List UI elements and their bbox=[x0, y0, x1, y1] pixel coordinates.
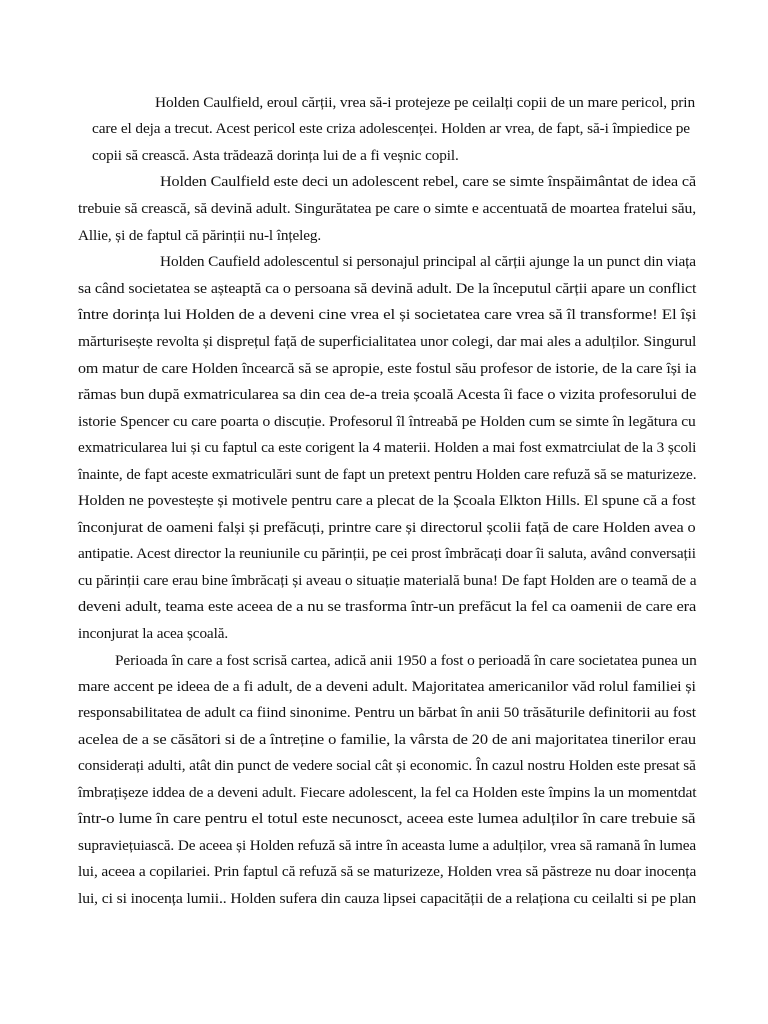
text-line: antipatie. Acest director la reuniunile cu părinții, pe cei prost îmbrăcați doar îi saluta, având conversații bbox=[78, 545, 696, 562]
text-line: Holden Caufield adolescentul si personajul principal al cărții ajunge la un punct din viața bbox=[160, 253, 696, 270]
text-line: înainte, de fapt aceste exmatriculări sunt de fapt un pretext pentru Holden care refuză să se maturizeze. bbox=[78, 466, 697, 483]
text-line: lui, aceea a copilariei. Prin faptul că refuză să se maturizeze, Holden vrea să păstreze nu doar inocența bbox=[78, 863, 697, 880]
text-line: într-o lume în care pentru el totul este necunosct, aceea este lumea adulților în care trebuie să bbox=[78, 810, 696, 827]
text-line: care el deja a trecut. Acest pericol este criza adolescenței. Holden ar vrea, de fapt, să-i împiedice pe bbox=[92, 120, 690, 137]
text-line: rămas bun după exmatricularea sa din cea de-a treia școală Acesta îi face o vizita profesorului de bbox=[78, 386, 697, 403]
text-line: îmbrațișeze iddea de a deveni adult. Fiecare adolescent, la fel ca Holden este împins la un momentdat bbox=[78, 784, 697, 801]
text-line: exmatricularea lui și cu faptul ca este corigent la 4 materii. Holden a mai fost exmatrciulat de la 3 școli bbox=[78, 439, 697, 456]
text-line: Allie, și de faptul că părinții nu-l înțeleg. bbox=[78, 227, 322, 244]
text-line: înconjurat de oameni falși și prefăcuți, printre care și directorul școlii față de care Holden avea o bbox=[78, 519, 696, 536]
text-line: Holden ne povestește și motivele pentru care a plecat de la Școala Elkton Hills. El spune că a fost bbox=[78, 492, 696, 509]
text-line: copii să crească. Asta trădează dorința lui de a fi veșnic copil. bbox=[92, 147, 459, 164]
text-line: supraviețuiască. De aceea și Holden refuză să intre în aceasta lume a adulților, vrea să ramană în lumea bbox=[78, 837, 697, 854]
text-line: lui, ci si inocența lumii.. Holden sufera din cauza lipsei capacității de a relaționa cu ceilalti si pe plan bbox=[78, 890, 697, 907]
text-line: cu părinții care erau bine îmbrăcați și aveau o situație materială buna! De fapt Holden are o teamă de a bbox=[78, 572, 697, 589]
text-line: acelea de a se căsători si de a întreține o familie, la vârsta de 20 de ani majoritatea tinerilor erau bbox=[78, 731, 697, 748]
text-line: sa când societatea se așteaptă ca o persoana să devină adult. De la începutul cărții apare un conflict bbox=[78, 280, 697, 297]
text-line: Holden Caulfield, eroul cărții, vrea să-i protejeze pe ceilalți copii de un mare pericol, prin bbox=[155, 94, 696, 111]
text-line: considerați adulti, atât din punct de vedere social cât și economic. În cazul nostru Holden este presat să bbox=[78, 757, 696, 774]
text-line: mărturisește revolta și disprețul față de superficialitatea unor colegi, dar mai ales a adulților. Singurul bbox=[78, 333, 697, 350]
text-line: mare accent pe ideea de a fi adult, de a deveni adult. Majoritatea americanilor văd rolul familiei și bbox=[78, 678, 696, 695]
text-line: Holden Caulfield este deci un adolescent rebel, care se simte înspăimântat de idea că bbox=[160, 173, 696, 190]
text-line: istorie Spencer cu care poarta o discuție. Profesorul îl întreabă pe Holden cum se simte în legătura cu bbox=[78, 413, 696, 430]
text-line: trebuie să crească, să devină adult. Singurătatea pe care o simte e accentuată de moartea fratelui său, bbox=[78, 200, 697, 217]
text-line: deveni adult, teama este aceea de a nu se trasforma într-un prefăcut la fel ca oamenii de care era bbox=[78, 598, 697, 615]
text-line: inconjurat la acea școală. bbox=[78, 625, 229, 642]
text-line: Perioada în care a fost scrisă cartea, adică anii 1950 a fost o perioadă în care societatea punea un bbox=[115, 652, 697, 669]
text-line: om matur de care Holden încearcă să se apropie, este fostul său profesor de istorie, de la care își ia bbox=[78, 360, 697, 377]
text-line: între dorința lui Holden de a deveni cine vrea el și societatea care vrea să îl transforme! El își bbox=[78, 306, 697, 323]
text-line: responsabilitatea de adult ca fiind sinonime. Pentru un bărbat în anii 50 trăsăturile definitorii au fost bbox=[78, 704, 696, 721]
